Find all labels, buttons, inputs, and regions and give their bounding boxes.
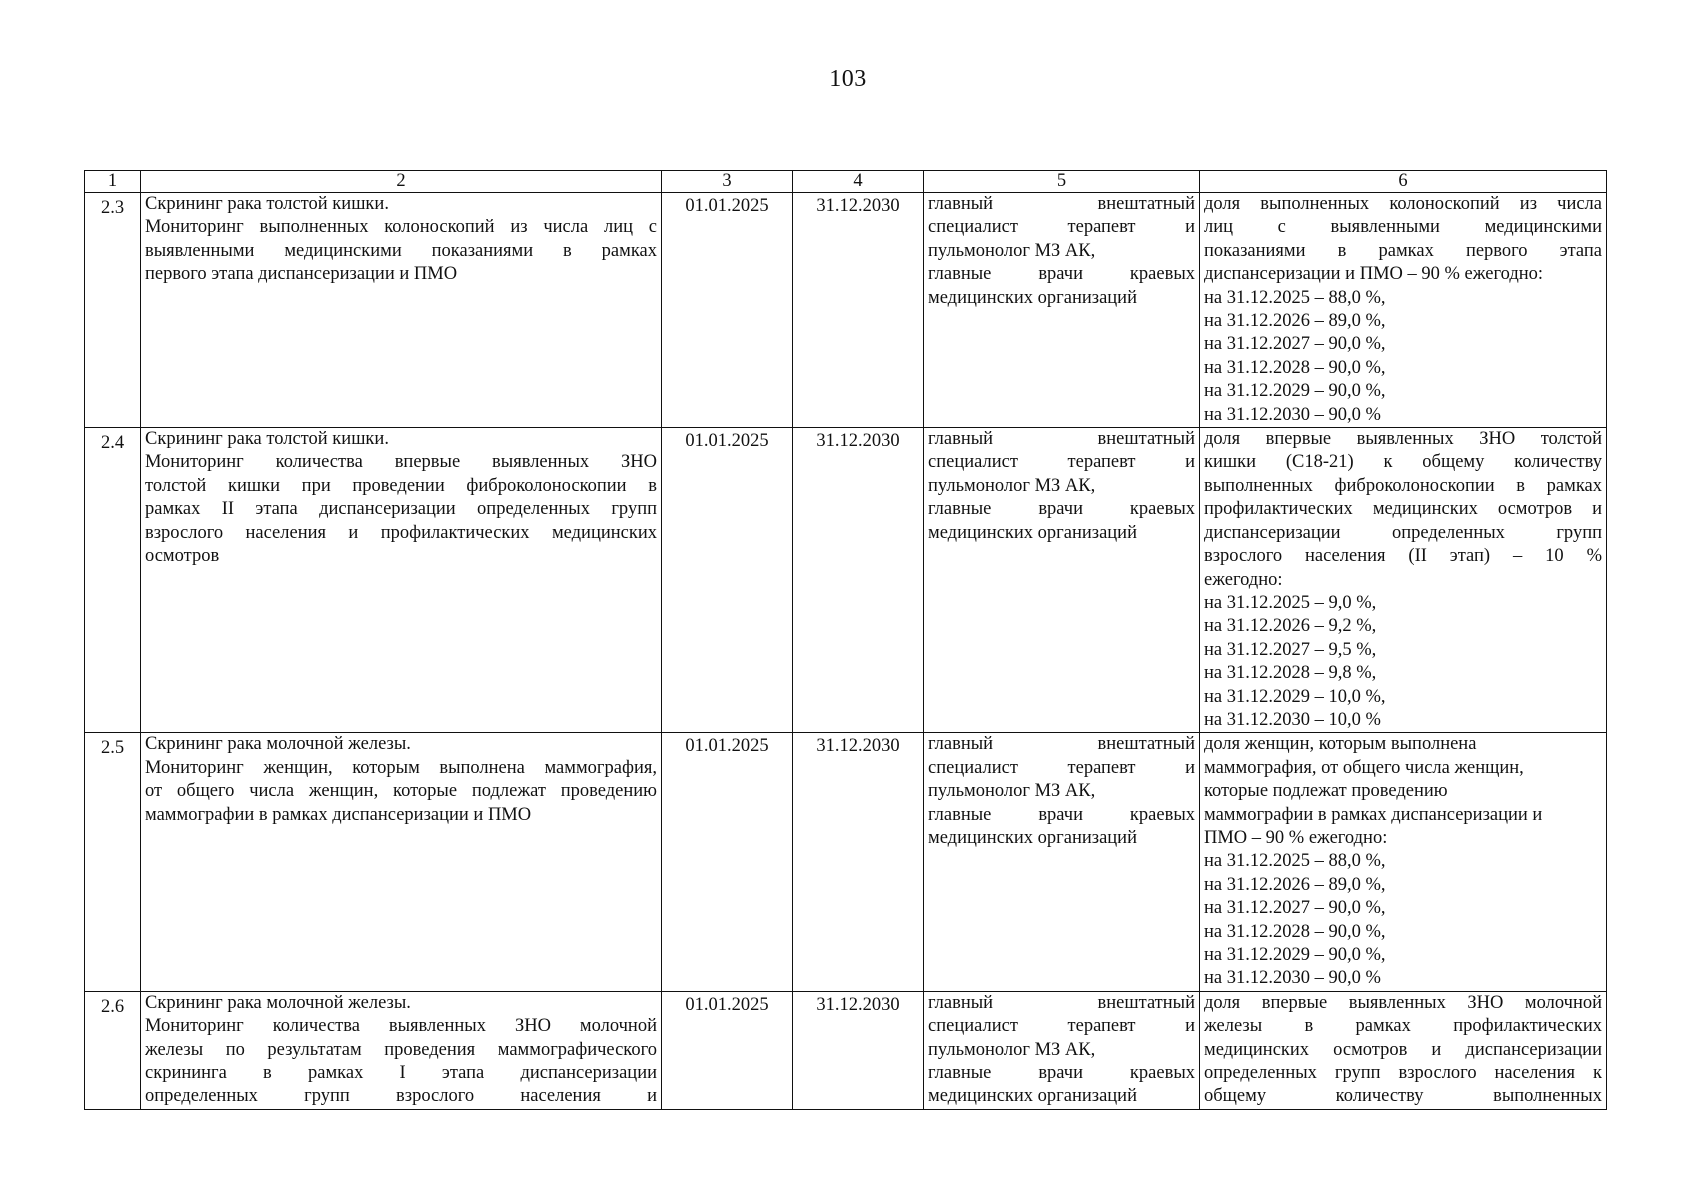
target-indicator — [1200, 733, 1607, 991]
target-line: на 31.12.2025 – 88,0 %, — [1204, 851, 1386, 872]
table-row — [85, 193, 1607, 428]
target-line: доля впервые выявленных ЗНО молочной — [1204, 992, 1602, 1013]
target-line: ПМО – 90 % ежегодно: — [1204, 827, 1388, 848]
responsible-line: главные врачи краевых — [928, 499, 1195, 520]
target-line: диспансеризации и ПМО – 90 % ежегодно: — [1204, 264, 1544, 285]
target-line: доля женщин, которым выполнена — [1204, 734, 1477, 755]
target-line: взрослого населения (II этап) – 10 % — [1204, 546, 1602, 567]
target-line: на 31.12.2030 – 10,0 % — [1204, 709, 1381, 730]
start-date: 01.01.2025 — [662, 193, 793, 428]
target-line: на 31.12.2030 – 90,0 % — [1204, 404, 1381, 425]
target-line: доля впервые выявленных ЗНО толстой — [1204, 429, 1602, 450]
row-number: 2.5 — [85, 733, 141, 991]
responsible — [924, 428, 1200, 733]
table-row — [85, 991, 1607, 1109]
description-line: рамках II этапа диспансеризации определенных групп — [145, 499, 657, 520]
target-line: ежегодно: — [1204, 569, 1283, 590]
responsible-line: специалист терапевт и — [928, 217, 1195, 238]
description-line: скрининга в рамках I этапа диспансеризации — [145, 1063, 657, 1084]
target-line: маммографии в рамках диспансеризации и — [1204, 804, 1543, 825]
target-line: профилактических медицинских осмотров и — [1204, 499, 1602, 520]
target-line: на 31.12.2025 – 88,0 %, — [1204, 287, 1386, 308]
responsible-line: главные врачи краевых — [928, 1063, 1195, 1084]
description-line: осмотров — [145, 546, 220, 567]
end-date: 31.12.2030 — [793, 991, 924, 1109]
end-date: 31.12.2030 — [793, 428, 924, 733]
responsible-line: медицинских организаций — [928, 287, 1137, 308]
target-indicator — [1200, 193, 1607, 428]
target-line: на 31.12.2029 – 10,0 %, — [1204, 686, 1386, 707]
description-line: Мониторинг женщин, которым выполнена маммография, — [145, 757, 657, 778]
description-line: толстой кишки при проведении фиброколоноскопии в — [145, 475, 657, 496]
description-line: железы по результатам проведения маммографического — [145, 1039, 657, 1060]
description-line: маммографии в рамках диспансеризации и ПМО — [145, 804, 532, 825]
description-line: определенных групп взрослого населения и — [145, 1086, 657, 1107]
responsible — [924, 733, 1200, 991]
description-line: Мониторинг выполненных колоноскопий из числа лиц с — [145, 217, 657, 238]
target-line: на 31.12.2025 – 9,0 %, — [1204, 592, 1377, 613]
column-header: 2 — [141, 171, 662, 193]
responsible-line: медицинских организаций — [928, 827, 1137, 848]
end-date: 31.12.2030 — [793, 193, 924, 428]
column-header: 3 — [662, 171, 793, 193]
start-date: 01.01.2025 — [662, 428, 793, 733]
row-description — [141, 193, 662, 428]
description-line: выявленными медицинскими показаниями в рамках — [145, 240, 657, 261]
target-line: на 31.12.2028 – 9,8 %, — [1204, 663, 1377, 684]
target-line: на 31.12.2029 – 90,0 %, — [1204, 381, 1386, 402]
column-header: 6 — [1200, 171, 1607, 193]
target-line: на 31.12.2029 – 90,0 %, — [1204, 945, 1386, 965]
description-line: первого этапа диспансеризации и ПМО — [145, 264, 458, 285]
target-line: доля выполненных колоноскопий из числа — [1204, 194, 1602, 214]
row-description — [141, 733, 662, 991]
responsible-line: главный внештатный — [928, 734, 1195, 755]
target-line: общему количеству выполненных — [1204, 1086, 1602, 1107]
target-indicator — [1200, 991, 1607, 1109]
target-line: на 31.12.2026 – 89,0 %, — [1204, 311, 1386, 332]
target-line: на 31.12.2027 – 90,0 %, — [1204, 898, 1386, 919]
description-line: Скрининг рака толстой кишки. — [145, 194, 389, 214]
row-number: 2.3 — [85, 193, 141, 428]
target-line: показаниями в рамках первого этапа — [1204, 240, 1602, 261]
target-line: диспансеризации определенных групп — [1204, 522, 1602, 543]
target-line: на 31.12.2027 – 90,0 %, — [1204, 334, 1386, 355]
description-line: Мониторинг количества выявленных ЗНО молочной — [145, 1016, 657, 1037]
table-row — [85, 733, 1607, 991]
table-header-row — [85, 171, 1607, 193]
start-date: 01.01.2025 — [662, 991, 793, 1109]
responsible-line: пульмонолог МЗ АК, — [928, 1039, 1096, 1060]
row-number: 2.4 — [85, 428, 141, 733]
target-line: определенных групп взрослого населения к — [1204, 1063, 1602, 1084]
responsible-line: медицинских организаций — [928, 1086, 1137, 1107]
row-description — [141, 991, 662, 1109]
column-header: 1 — [85, 171, 141, 193]
responsible-line: медицинских организаций — [928, 522, 1137, 543]
target-line: на 31.12.2026 – 9,2 %, — [1204, 616, 1377, 637]
target-line: маммография, от общего числа женщин, — [1204, 757, 1524, 778]
responsible-line: пульмонолог МЗ АК, — [928, 781, 1096, 802]
target-line: лиц с выявленными медицинскими — [1204, 217, 1602, 238]
row-description — [141, 428, 662, 733]
end-date: 31.12.2030 — [793, 733, 924, 991]
page-number: 103 — [829, 66, 867, 92]
plan-table — [84, 170, 1607, 1110]
target-line: на 31.12.2027 – 9,5 %, — [1204, 639, 1377, 660]
description-line: Скрининг рака толстой кишки. — [145, 429, 389, 450]
responsible-line: специалист терапевт и — [928, 452, 1195, 473]
target-line: кишки (С18-21) к общему количеству — [1204, 452, 1602, 473]
target-line: на 31.12.2030 – 90,0 % — [1204, 968, 1381, 989]
description-line: Скрининг рака молочной железы. — [145, 734, 411, 755]
responsible-line: пульмонолог МЗ АК, — [928, 475, 1096, 496]
target-line: на 31.12.2028 – 90,0 %, — [1204, 357, 1386, 378]
target-line: выполненных фиброколоноскопии в рамках — [1204, 475, 1602, 496]
responsible-line: пульмонолог МЗ АК, — [928, 240, 1096, 261]
responsible-line: главный внештатный — [928, 429, 1195, 450]
target-line: на 31.12.2028 – 90,0 %, — [1204, 921, 1386, 942]
responsible — [924, 991, 1200, 1109]
responsible-line: главный внештатный — [928, 992, 1195, 1013]
target-line: медицинских осмотров и диспансеризации — [1204, 1039, 1602, 1060]
responsible — [924, 193, 1200, 428]
description-line: от общего числа женщин, которые подлежат проведению — [145, 781, 657, 802]
target-indicator — [1200, 428, 1607, 733]
responsible-line: специалист терапевт и — [928, 757, 1195, 778]
target-line: которые подлежат проведению — [1204, 781, 1448, 802]
row-number: 2.6 — [85, 991, 141, 1109]
description-line: взрослого населения и профилактических медицинских — [145, 522, 657, 543]
column-header: 4 — [793, 171, 924, 193]
description-line: Скрининг рака молочной железы. — [145, 992, 411, 1013]
target-line: на 31.12.2026 – 89,0 %, — [1204, 874, 1386, 895]
description-line: Мониторинг количества впервые выявленных ЗНО — [145, 452, 657, 473]
responsible-line: главные врачи краевых — [928, 804, 1195, 825]
table-row — [85, 428, 1607, 733]
responsible-line: главный внештатный — [928, 194, 1195, 214]
responsible-line: главные врачи краевых — [928, 264, 1195, 285]
start-date: 01.01.2025 — [662, 733, 793, 991]
target-line: железы в рамках профилактических — [1204, 1016, 1602, 1037]
responsible-line: специалист терапевт и — [928, 1016, 1195, 1037]
column-header: 5 — [924, 171, 1200, 193]
